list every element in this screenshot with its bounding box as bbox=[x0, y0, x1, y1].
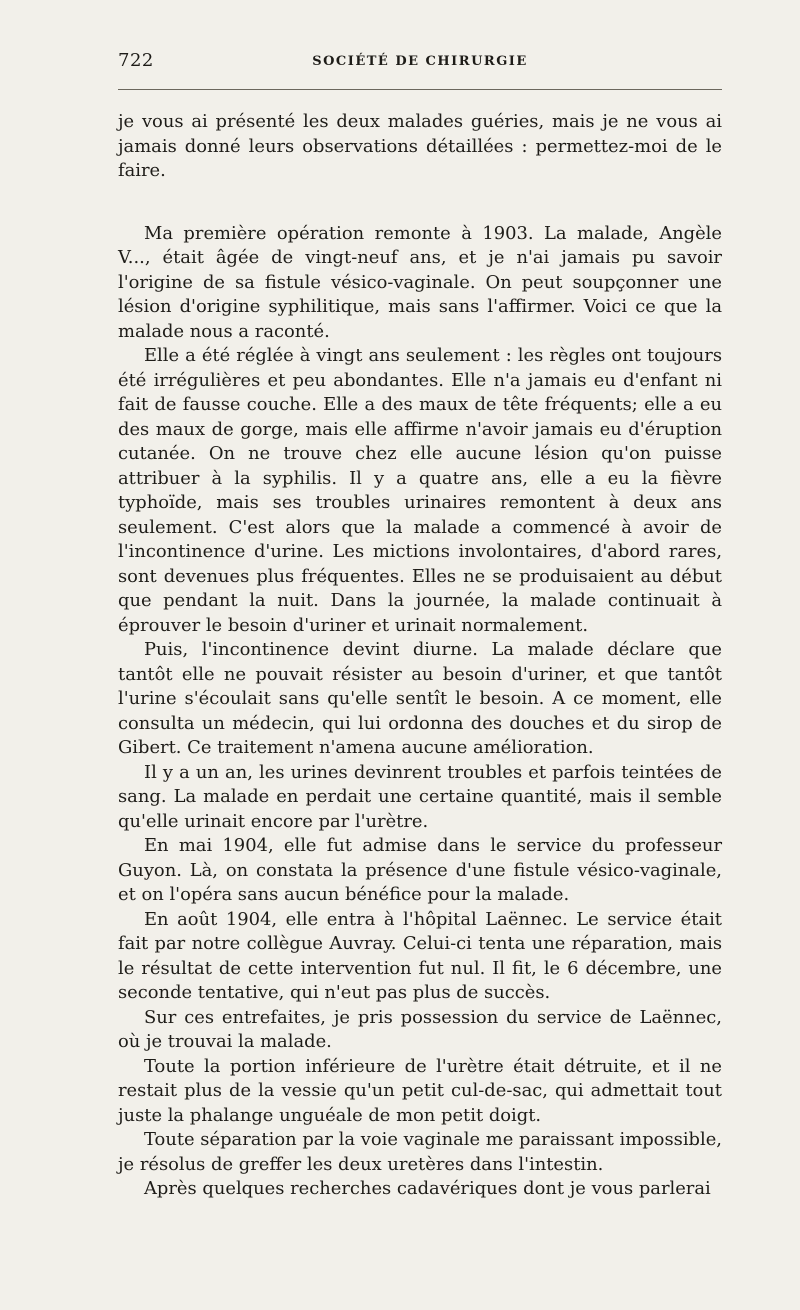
paragraph: Toute séparation par la voie vaginale me paraissant impossible, je résolus de greffer les deux uretères dans l'intestin. bbox=[118, 1129, 722, 1175]
header-rule bbox=[118, 89, 722, 90]
paragraph: En août 1904, elle entra à l'hôpital Laënnec. Le service était fait par notre collègue Auvray. Celui-ci tenta une réparation, mais le résultat de cette intervention fut nul. Il fit, le 6 décembre, une seconde tentative, qui n'eut pas plus de succès. bbox=[118, 908, 722, 1003]
page-number: 722 bbox=[118, 50, 154, 71]
page-header bbox=[118, 48, 722, 76]
paragraph: Puis, l'incontinence devint diurne. La malade déclare que tantôt elle ne pouvait résister au besoin d'uriner, et que tantôt l'urine s'écoulait sans qu'elle sentît le besoin. A ce moment, elle consulta un médecin, qui lui ordonna des douches et du sirop de Gibert. Ce traitement n'amena aucune amélioration. bbox=[118, 639, 722, 758]
paragraph-continuation: je vous ai présenté les deux malades guéries, mais je ne vous ai jamais donné leurs observations détaillées : permettez-moi de le faire. bbox=[118, 111, 722, 181]
running-head: SOCIÉTÉ DE CHIRURGIE bbox=[312, 54, 528, 69]
body-text bbox=[118, 110, 722, 1202]
paragraph: En mai 1904, elle fut admise dans le service du professeur Guyon. Là, on constata la présence d'une fistule vésico-vaginale, et on l'opéra sans aucun bénéfice pour la malade. bbox=[118, 835, 722, 905]
paragraph: Il y a un an, les urines devinrent troubles et parfois teintées de sang. La malade en perdait une certaine quantité, mais il semble qu'elle urinait encore par l'urètre. bbox=[118, 761, 722, 832]
paragraph: Après quelques recherches cadavériques dont je vous parlerai bbox=[144, 1178, 711, 1199]
paragraph: Toute la portion inférieure de l'urètre était détruite, et il ne restait plus de la vessie qu'un petit cul-de-sac, qui admettait tout juste la phalange unguéale de mon petit doigt. bbox=[118, 1055, 722, 1126]
paragraph: Ma première opération remonte à 1903. La malade, Angèle V..., était âgée de vingt-neuf ans, et je n'ai jamais pu savoir l'origine de sa fistule vésico-vaginale. On peut soupçonner une lésion d'origine syphilitique, mais sans l'affirmer. Voici ce que la malade nous a raconté. bbox=[118, 222, 722, 342]
paragraph: Sur ces entrefaites, je pris possession du service de Laënnec, où je trouvai la malade. bbox=[118, 1006, 722, 1052]
paragraph: Elle a été réglée à vingt ans seulement : les règles ont toujours été irrégulières et peu abondantes. Elle n'a jamais eu d'enfant ni fait de fausse couche. Elle a des maux de tête fréquents; elle a eu des maux de gorge, mais elle affirme n'avoir jamais eu d'éruption cutanée. On ne trouve chez elle aucune lésion qu'on puisse attribuer à la syphilis. Il y a quatre ans, elle a eu la fièvre typhoïde, mais ses troubles urinaires remontent à deux ans seulement. C'est alors que la malade a commencé à avoir de l'incontinence d'urine. Les mictions involontaires, d'abord rares, sont devenues plus fréquentes. Elles ne se produisaient au début que pendant la nuit. Dans la journée, la malade continuait à éprouver le besoin d'uriner et urinait normalement. bbox=[118, 345, 722, 636]
